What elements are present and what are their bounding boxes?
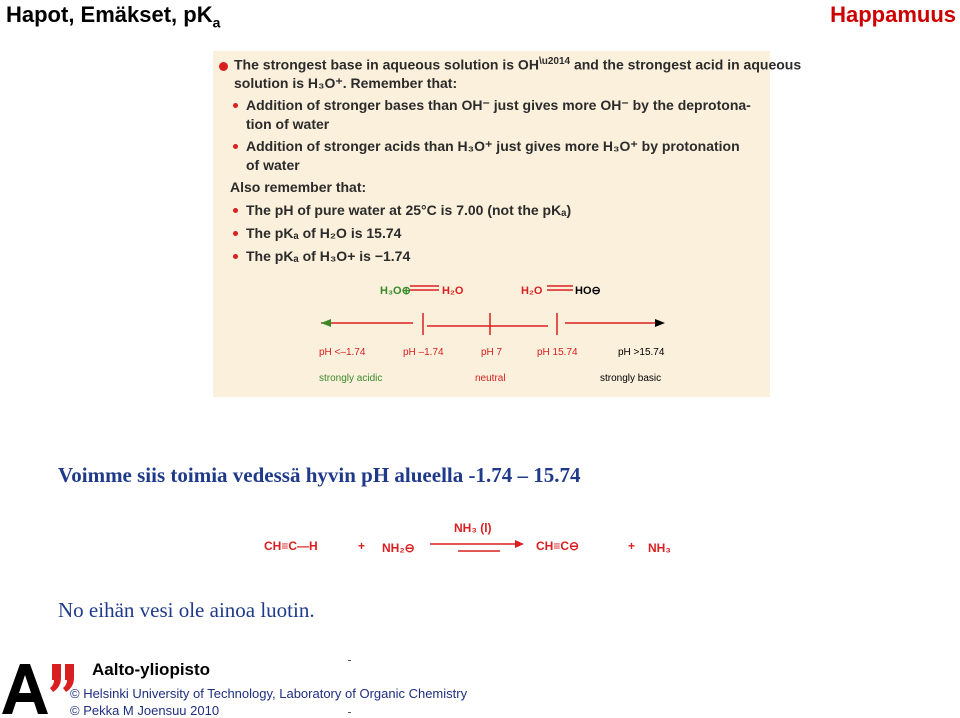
reaction-equation [260,518,700,568]
zone-label: strongly basic [600,373,662,384]
textbook-figure [213,51,802,397]
product-ammonia: NH₃ [648,541,671,555]
species-h2o-left: H₂O [442,285,464,297]
species-h2o-right: H₂O [521,285,543,297]
acidic-arrow-icon [321,319,331,327]
panel-line-1: The strongest base in aqueous solution is $OH^{\backslash u2014}$ and the strongest acid in aqueous [234,56,802,73]
equilibrium-arrow-icon [430,540,524,551]
reactant-alkyne: CH≡C—H [264,539,318,553]
copyright-line-1: © Helsinki University of Technology, Laboratory of Organic Chemistry [70,686,468,701]
plus-sign: + [358,539,366,553]
org-name: Aalto-yliopisto [92,660,211,679]
artifact-mark [348,712,351,713]
copyright-line-2: © Pekka M Joensuu 2010 [70,703,220,718]
panel-bullet-2b: of water [246,157,300,173]
panel-bullet-1b: tion of water [246,116,330,132]
tick-label: pH >15.74 [618,347,665,358]
tick-label: pH 15.74 [537,347,578,358]
panel-line-2: solution is H₃O⁺. Remember that: [234,75,458,91]
caption-text: Voimme siis toimia vedessä hyvin pH alueella -1.74 – 15.74 [58,463,581,487]
section-title: Happamuus [830,2,956,27]
tick-label: pH –1.74 [403,347,444,358]
panel-bullet-1a: Addition of stronger bases than OH⁻ just gives more OH⁻ by the deprotona- [246,97,751,113]
solvent-label: NH₃ (l) [454,521,492,535]
zone-label: neutral [475,373,506,384]
aalto-logo-icon [0,660,80,718]
panel-bullet-4: The pKₐ of H₂O is 15.74 [246,225,402,241]
slide-title: Hapot, Emäkset, $pK_a$ [6,2,221,31]
artifact-mark [348,660,351,661]
basic-arrow-icon [655,319,665,327]
species-h3o: H₃O⊕ [380,285,411,297]
tick-label: pH 7 [481,347,503,358]
plus-sign: + [628,539,636,553]
species-ho: HO⊖ [575,285,601,297]
ph-scale-diagram [213,51,770,397]
panel-also: Also remember that: [230,179,367,195]
bottom-text: No eihän vesi ole ainoa luotin. [58,598,315,622]
equilibrium-arrows [410,286,573,290]
product-acetylide: CH≡C⊖ [536,539,580,553]
panel-bullet-3: The pH of pure water at 25°C is 7.00 (not the pKₐ) [246,202,572,218]
panel-bullet-2a: Addition of stronger acids than H₃O⁺ just gives more H₃O⁺ by protonation [246,138,740,154]
scale-lines [321,313,661,335]
reactant-amide: NH₂⊖ [382,541,415,555]
zone-label: strongly acidic [319,373,383,384]
tick-label: pH <–1.74 [319,347,366,358]
panel-bullet-5: The pKₐ of H₃O+ is −1.74 [246,248,411,264]
